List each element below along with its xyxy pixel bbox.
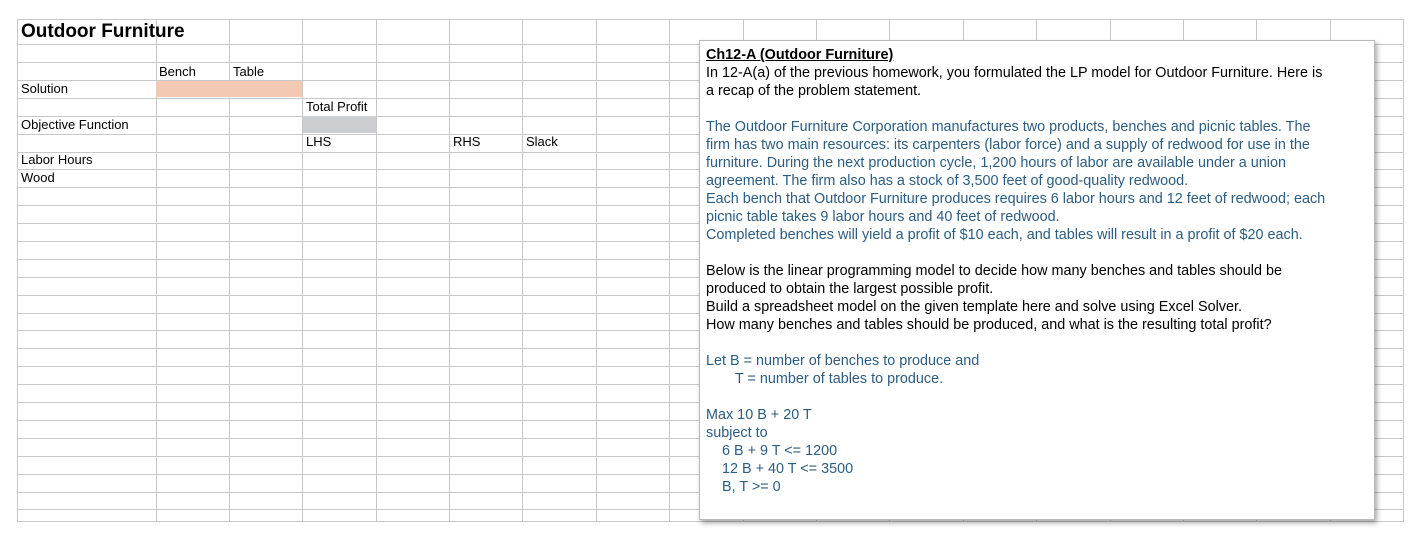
grid-column-line <box>376 19 377 521</box>
total-profit-output-cell[interactable] <box>303 116 376 133</box>
header-bench[interactable]: Bench <box>159 64 196 79</box>
intro-line: In 12-A(a) of the previous homework, you formulated the LP model for Outdoor Furniture. Here is <box>706 65 1323 81</box>
header-slack[interactable]: Slack <box>526 134 558 149</box>
problem-text-box[interactable] <box>699 40 1375 520</box>
instruction-line: Build a spreadsheet model on the given template here and solve using Excel Solver. <box>706 299 1242 315</box>
grid-column-line <box>596 19 597 521</box>
problem-line: Completed benches will yield a profit of $10 each, and tables will result in a profit of $20 each. <box>706 227 1303 243</box>
constraint: 6 B + 9 T <= 1200 <box>722 443 838 459</box>
header-table[interactable]: Table <box>233 64 265 79</box>
textbox-title: Ch12-A (Outdoor Furniture) <box>706 47 894 63</box>
objective-function: Max 10 B + 20 T <box>706 407 812 423</box>
problem-line: agreement. The firm also has a stock of 3,500 feet of good-quality redwood. <box>706 173 1189 189</box>
grid-row-line <box>17 19 1404 20</box>
constraint: B, T >= 0 <box>722 479 781 495</box>
grid-row-line <box>17 521 1404 522</box>
problem-line: furniture. During the next production cycle, 1,200 hours of labor are available under a union <box>706 155 1286 171</box>
problem-line: Each bench that Outdoor Furniture produces requires 6 labor hours and 12 feet of redwood; each <box>706 191 1326 207</box>
row-label-labor-hours[interactable]: Labor Hours <box>21 152 93 167</box>
variable-definition: T = number of tables to produce. <box>735 371 944 387</box>
grid-column-line <box>449 19 450 521</box>
grid-column-line <box>522 19 523 521</box>
solution-input-cells[interactable] <box>156 81 302 97</box>
instruction-line: Below is the linear programming model to decide how many benches and tables should be <box>706 263 1282 279</box>
intro-line: a recap of the problem statement. <box>706 83 922 99</box>
grid-column-line <box>669 19 670 521</box>
instruction-line: How many benches and tables should be produced, and what is the resulting total profit? <box>706 317 1272 333</box>
problem-line: The Outdoor Furniture Corporation manufactures two products, benches and picnic tables. The <box>706 119 1311 135</box>
problem-line: picnic table takes 9 labor hours and 40 feet of redwood. <box>706 209 1060 225</box>
row-label-objective-function[interactable]: Objective Function <box>21 117 129 132</box>
problem-line: firm has two main resources: its carpenters (labor force) and a supply of redwood for use in the <box>706 137 1310 153</box>
header-rhs[interactable]: RHS <box>453 134 481 149</box>
total-profit-label[interactable]: Total Profit <box>306 99 368 114</box>
subject-to-label: subject to <box>706 425 768 441</box>
constraint: 12 B + 40 T <= 3500 <box>722 461 854 477</box>
row-label-solution[interactable]: Solution <box>21 81 68 96</box>
grid-column-line <box>17 19 18 521</box>
row-label-wood[interactable]: Wood <box>21 170 55 185</box>
grid-column-line <box>302 19 303 521</box>
header-lhs[interactable]: LHS <box>306 134 332 149</box>
sheet-title[interactable]: Outdoor Furniture <box>21 21 185 42</box>
grid-column-line <box>1403 19 1404 521</box>
variable-definition: Let B = number of benches to produce and <box>706 353 980 369</box>
instruction-line: produced to obtain the largest possible profit. <box>706 281 994 297</box>
